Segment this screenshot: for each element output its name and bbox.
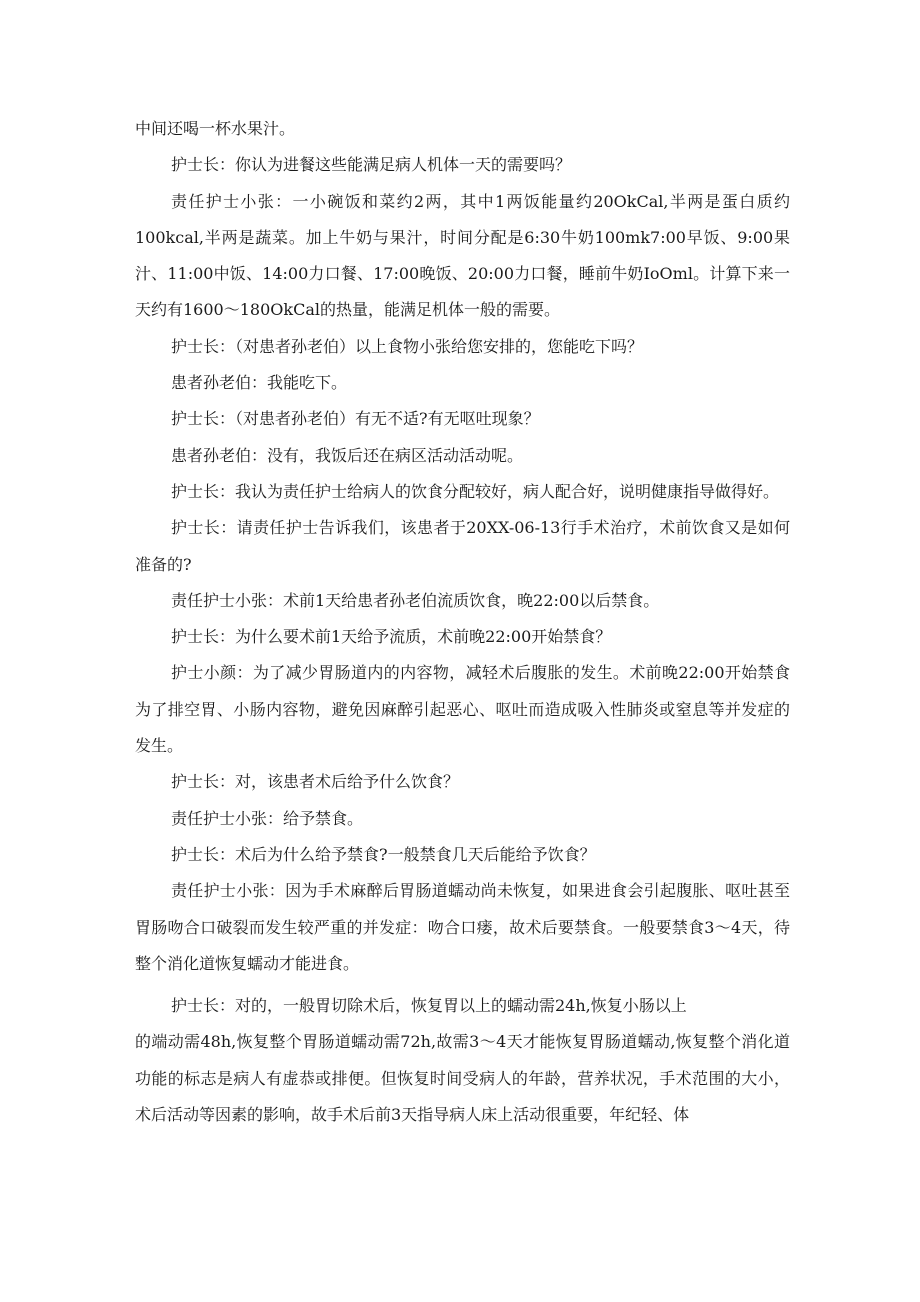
paragraph: 护士长：术后为什么给予禁食?一般禁食几天后能给予饮食？ — [171, 844, 596, 864]
paragraph: 护士长：对的，一般胃切除术后，恢复胃以上的蠕动需24h,恢复小肠以上 — [171, 996, 687, 1016]
paragraph: 护士长：为什么要术前1天给予流质，术前晚22:00开始禁食？ — [171, 627, 612, 647]
paragraph: 护士长：我认为责任护士给病人的饮食分配较好，病人配合好，说明健康指导做得好。 — [171, 481, 780, 501]
paragraph: 护士长：对，该患者术后给予什么饮食？ — [171, 772, 460, 792]
paragraph: 责任护士小张：术前1天给患者孙老伯流质饮食，晚22:00以后禁食。 — [171, 590, 660, 610]
document-body — [135, 111, 790, 1133]
paragraph: 患者孙老伯：我能吃下。 — [171, 373, 348, 393]
paragraph: 中间还喝一杯水果汁。 — [135, 119, 296, 138]
paragraph: 患者孙老伯：没有，我饭后还在病区活动活动呢。 — [171, 445, 524, 465]
paragraph: 护士长：（对患者孙老伯）有无不适?有无呕吐现象？ — [171, 409, 540, 429]
paragraph: 护士长：请责任护士告诉我们，该患者于20XX-06-13行手术治疗，术前饮食又是如何准备的? — [135, 518, 790, 574]
paragraph: 护士长：你认为进餐这些能满足病人机体一天的需要吗？ — [171, 155, 572, 175]
paragraph: 责任护士小张：给予禁食。 — [171, 808, 364, 828]
paragraph: 护士长：（对患者孙老伯）以上食物小张给您安排的，您能吃下吗？ — [171, 336, 644, 356]
paragraph: 责任护士小张：一小碗饭和菜约2两，其中1两饭能量约20OkCal,半两是蛋白质约100kcal,半两是蔬菜。加上牛奶与果汁，时间分配是6:30牛奶100mk7:00早饭、9:00果汁、11:00中饭、14:00力口餐、17:00晚饭、20:00力口餐，睡前牛奶IoOml。计算下来一天约有1600～180OkCal的热量，能满足机体一般的需要。 — [135, 191, 790, 320]
paragraph: 责任护士小张：因为手术麻醉后胃肠道蠕动尚未恢复，如果进食会引起腹胀、呕吐甚至胃肠吻合口破裂而发生较严重的并发症：吻合口瘘，故术后要禁食。一般要禁食3～4天，待整个消化道恢复蠕动才能进食。 — [135, 881, 790, 973]
paragraph: 护士小颜：为了减少胃肠道内的内容物，减轻术后腹胀的发生。术前晚22:00开始禁食为了排空胃、小肠内容物，避免因麻醉引起恶心、呕吐而造成吸入性肺炎或窒息等并发症的发生。 — [135, 663, 790, 756]
paragraph: 的端动需48h,恢复整个胃肠道蠕动需72h,故需3～4天才能恢复胃肠道蠕动,恢复整个消化道功能的标志是病人有虚恭或排便。但恢复时间受病人的年龄，营养状况，手术范围的大小，术后活动等因素的影响，故手术后前3天指导病人床上活动很重要，年纪轻、体 — [135, 1032, 790, 1125]
